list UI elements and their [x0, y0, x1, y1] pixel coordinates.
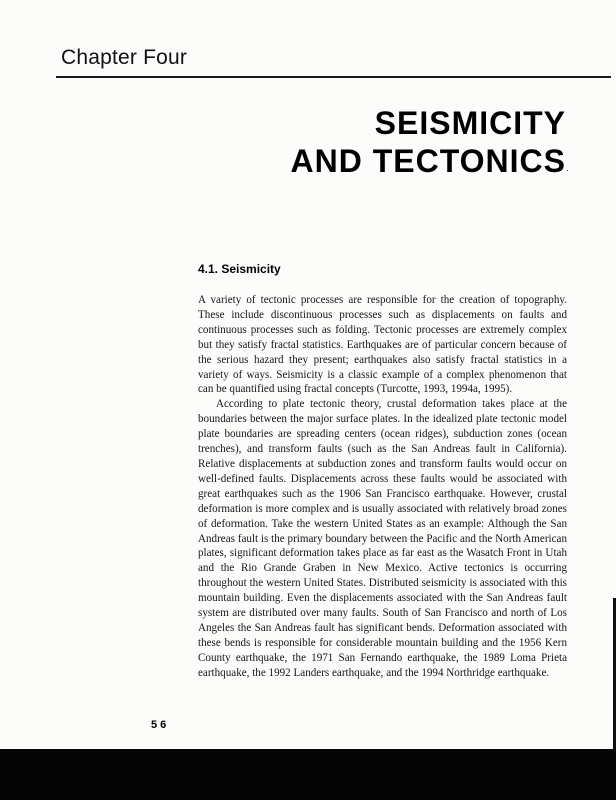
body-text: [198, 293, 567, 681]
scan-bottom-band: [0, 749, 616, 800]
chapter-title: [146, 104, 566, 180]
section-heading: 4.1. Seismicity: [198, 262, 281, 276]
chapter-title-line-1: SEISMICITY: [374, 105, 566, 141]
chapter-title-line-2: AND TECTONICS: [290, 143, 566, 179]
chapter-label: Chapter Four: [61, 46, 188, 69]
scan-speck: [567, 170, 568, 171]
paragraph-2: According to plate tectonic theory, crustal deformation takes place at the boundaries between the major surface plates. In the idealized plate tectonic model plate boundaries are spreading centers (ocean ridges), subduction zones (ocean trenches), and transform faults (such as the San Andreas fault in California). Relative displacements at subduction zones and transform faults would occur on well-defined faults. Displacements across these faults would be associated with great earthquakes such as the 1906 San Francisco earthquake. However, crustal deformation is more complex and is usually associated with relatively broad zones of deformation. Take the western United States as an example: Although the San Andreas fault is the primary boundary between the Pacific and the North American plates, significant deformation takes place as far east as the Wasatch Front in Utah and the Rio Grande Graben in New Mexico. Active tectonics is occurring throughout the western United States. Distributed seismicity is associated with this mountain building. Even the displacements associated with the San Andreas fault system are distributed over many faults. South of San Francisco and north of Los Angeles the San Andreas fault has significant bends. Deformation associated with these bends is responsible for considerable mountain building and the 1956 Kern County earthquake, the 1971 San Fernando earthquake, the 1989 Loma Prieta earthquake, the 1992 Landers earthquake, and the 1994 Northridge earthquake.: [198, 398, 567, 679]
page-number: 5 6: [151, 719, 167, 731]
chapter-rule: [56, 76, 611, 78]
paragraph-1: A variety of tectonic processes are responsible for the creation of topography. These include discontinuous processes such as displacements on faults and continuous processes such as folding. Tectonic processes are extremely complex but they satisfy fractal statistics. Earthquakes are of particular concern because of the serious hazard they present; earthquakes also satisfy fractal statistics in a variety of ways. Seismicity is a classic example of a complex phenomenon that can be quantified using fractal concepts (Turcotte, 1993, 1994a, 1995).: [198, 294, 567, 396]
